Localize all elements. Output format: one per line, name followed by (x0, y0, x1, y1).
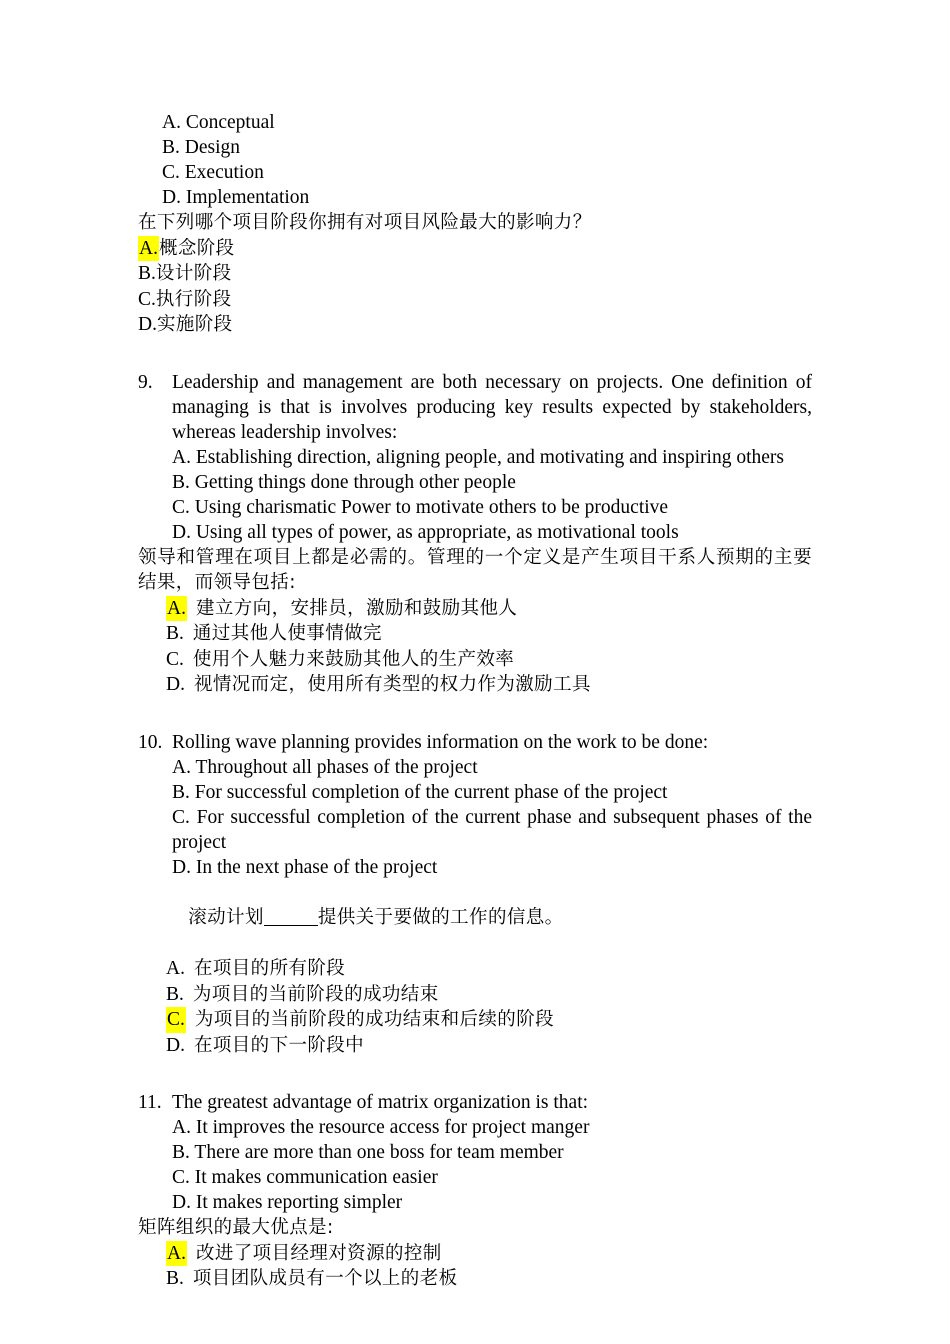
question-block-9 (138, 370, 812, 698)
english-option: D. In the next phase of the project (172, 856, 438, 878)
chinese-option-row (138, 621, 812, 647)
chinese-option-row (138, 312, 812, 338)
english-option: D. Using all types of power, as appropriate, as motivational tools (172, 521, 679, 543)
option-marker: A. (166, 958, 185, 979)
chinese-option-row (138, 647, 812, 673)
option-marker: D. (166, 674, 185, 695)
option-marker-highlighted: A. (166, 596, 187, 622)
chinese-option-row (138, 236, 812, 262)
chinese-question-stem (138, 880, 812, 957)
chinese-option-row (138, 1266, 812, 1292)
page-content (138, 110, 817, 1292)
chinese-option-row (138, 956, 812, 982)
chinese-option-text: 在项目的下一阶段中 (193, 1034, 365, 1056)
english-option: B. Design (162, 137, 240, 158)
chinese-option-text: 实施阶段 (156, 314, 233, 335)
question-stem-english: Rolling wave planning provides information on the work to be done: (172, 731, 709, 753)
chinese-question-stem: 领导和管理在项目上都是必需的。管理的一个定义是产生项目干系人预期的主要结果，而领导包括: (138, 546, 812, 593)
english-option: B. Getting things done through other people (172, 471, 516, 493)
chinese-option-text: 使用个人魅力来鼓励其他人的生产效率 (192, 648, 515, 670)
chinese-option-row (138, 596, 812, 622)
chinese-option-text: 项目团队成员有一个以上的老板 (192, 1268, 458, 1289)
chinese-question-stem: 矩阵组织的最大优点是: (138, 1217, 334, 1238)
option-marker: B. (138, 263, 156, 284)
english-option: A. Conceptual (162, 112, 275, 133)
chinese-option-text: 执行阶段 (155, 288, 232, 310)
option-marker: B. (166, 983, 184, 1005)
english-option: C. Execution (162, 162, 264, 183)
english-option: B. For successful completion of the current phase of the project (172, 781, 668, 803)
chinese-option-row (138, 1241, 812, 1267)
chinese-option-text: 设计阶段 (155, 263, 232, 284)
option-marker: C. (166, 648, 184, 670)
question-number: 11. (138, 1092, 162, 1113)
question-stem-english: Leadership and management are both necessary on projects. One definition of managing is that is involves producing key results expected by stakeholders, whereas leadership involves: (172, 371, 812, 443)
option-marker-highlighted: A. (166, 1241, 187, 1267)
english-option: B. There are more than one boss for team member (172, 1142, 564, 1163)
chinese-option-text: 为项目的当前阶段的成功结束 (192, 983, 439, 1005)
chinese-option-text: 改进了项目经理对资源的控制 (195, 1242, 442, 1264)
block-spacer (138, 338, 812, 370)
question-number: 9. (138, 371, 153, 393)
block-spacer (138, 698, 812, 730)
question-heading (138, 370, 812, 445)
english-option: D. It makes reporting simpler (172, 1192, 403, 1213)
chinese-stem-after-blank: 提供关于要做的工作的信息。 (317, 907, 564, 928)
english-option: C. It makes communication easier (172, 1167, 438, 1188)
question-block-11 (138, 1090, 812, 1292)
option-marker: B. (166, 1268, 184, 1289)
option-marker-highlighted: C. (166, 1007, 186, 1033)
chinese-option-text: 视情况而定，使用所有类型的权力作为激励工具 (193, 674, 591, 695)
chinese-option-row (138, 261, 812, 287)
english-option: C. Using charismatic Power to motivate others to be productive (172, 496, 669, 518)
option-marker: C. (138, 288, 156, 310)
chinese-option-text: 概念阶段 (158, 237, 235, 259)
option-marker: B. (166, 623, 184, 644)
question-heading (138, 1090, 812, 1115)
question-stem-english: The greatest advantage of matrix organization is that: (172, 1092, 589, 1113)
english-option: A. It improves the resource access for project manger (172, 1117, 590, 1138)
english-option: A. Throughout all phases of the project (172, 756, 478, 778)
question-number: 10. (138, 731, 163, 753)
chinese-option-text: 通过其他人使事情做完 (192, 623, 382, 644)
question-heading (138, 730, 812, 755)
english-option: D. Implementation (162, 187, 310, 208)
chinese-option-text: 在项目的所有阶段 (193, 958, 346, 979)
option-marker: D. (138, 314, 157, 335)
chinese-question-stem: 在下列哪个项目阶段你拥有对项目风险最大的影响力？ (138, 212, 592, 233)
chinese-option-row (138, 1033, 812, 1059)
chinese-option-text: 为项目的当前阶段的成功结束和后续的阶段 (194, 1009, 554, 1030)
fill-in-blank[interactable] (264, 925, 318, 926)
top-fragment-block (138, 110, 812, 338)
chinese-option-row (138, 287, 812, 313)
chinese-option-row (138, 982, 812, 1008)
question-block-10 (138, 730, 817, 1059)
english-option: C. For successful completion of the current phase and subsequent phases of the project (172, 806, 817, 853)
option-marker-highlighted: A. (138, 236, 159, 262)
chinese-option-row (138, 1007, 812, 1033)
option-marker: D. (166, 1034, 185, 1056)
chinese-stem-before-blank: 滚动计划 (188, 907, 264, 928)
chinese-option-text: 建立方向，安排员，激励和鼓励其他人 (195, 597, 518, 619)
english-option: A. Establishing direction, aligning people, and motivating and inspiring others (172, 446, 784, 468)
block-spacer (138, 1058, 812, 1090)
chinese-option-row (138, 672, 812, 698)
